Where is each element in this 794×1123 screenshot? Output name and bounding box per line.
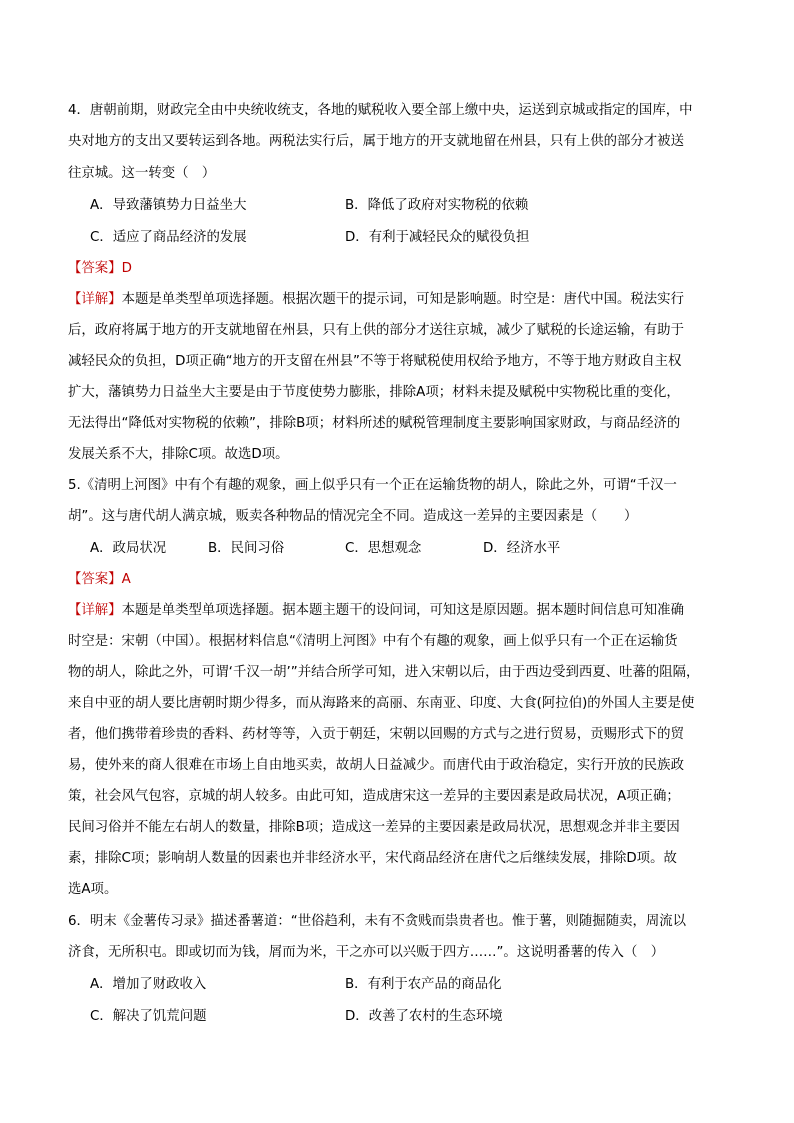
question-5-explain-line-4: 来自中亚的胡人要比唐朝时期少得多，而从海路来的高丽、东南亚、印度、大食(阿拉伯)的外国人主要是使 — [68, 696, 695, 711]
question-4-explain-line-1 — [68, 290, 728, 310]
question-5-option-a[interactable]: A．政局状况 — [90, 541, 167, 556]
question-6-option-d[interactable]: D．改善了农村的生态环境 — [345, 1009, 503, 1024]
question-4-explain-line-6: 发展关系不大，排除C项。故选D项。 — [68, 447, 289, 462]
question-5-explain-line-5: 者，他们携带着珍贵的香料、药材等等，入贡于朝廷，宋朝以回赐的方式与之进行贸易，贡赐形式下的贸 — [68, 727, 684, 742]
question-5-explain-line-8: 民间习俗并不能左右胡人的数量，排除B项；造成这一差异的主要因素是政局状况，思想观念并非主要因 — [68, 820, 680, 835]
question-5-explain-line-1 — [68, 601, 728, 621]
question-4-option-d[interactable]: D．有利于减轻民众的赋役负担 — [345, 230, 530, 245]
question-4-explain-line-4: 扩大，藩镇势力日益坐大主要是由于节度使势力膨胀，排除A项；材料未提及赋税中实物税比重的变化， — [68, 385, 680, 400]
question-5-line-1: 5.《清明上河图》中有个有趣的观象，画上似乎只有一个正在运输货物的胡人，除此之外，可谓“千汉一 — [68, 478, 677, 493]
question-6-option-b[interactable]: B．有利于农产品的商品化 — [345, 977, 502, 992]
explain-text: 本题是单类型单项选择题。据本题主题干的设问词，可知这是原因题。据本题时间信息可知准确 — [121, 603, 684, 618]
question-4-option-c[interactable]: C．适应了商品经济的发展 — [90, 230, 247, 245]
question-4-line-1: 4．唐朝前期，财政完全由中央统收统支，各地的赋税收入要全部上缴中央，运送到京城或指定的国库，中 — [68, 103, 693, 118]
question-4-line-2: 央对地方的支出又要转运到各地。两税法实行后，属于地方的开支就地留在州县，只有上供的部分才被送 — [68, 134, 684, 149]
question-4-answer — [68, 259, 728, 279]
question-6-option-a[interactable]: A．增加了财政收入 — [90, 977, 207, 992]
question-4-explain-line-2: 后，政府将属于地方的开支就地留在州县，只有上供的部分才送往京城，减少了赋税的长途运输，有助于 — [68, 323, 684, 338]
answer-letter: A — [121, 572, 131, 587]
question-5-line-2: 胡”。这与唐代胡人满京城，贩卖各种物品的情况完全不同。造成这一差异的主要因素是（ ） — [68, 509, 638, 524]
question-5-explain-line-7: 策，社会风气包容，京城的胡人较多。由此可知，造成唐宋这一差异的主要因素是政局状况，A项正确； — [68, 789, 680, 804]
question-5-option-d[interactable]: D．经济水平 — [483, 541, 561, 556]
question-5-option-b[interactable]: B．民间习俗 — [208, 541, 285, 556]
question-6-line-1: 6．明末《金薯传习录》描述番薯道：“世俗趋利，未有不贪贱而祟贵者也。惟于薯，则随掘随卖，周流以 — [68, 914, 687, 929]
explain-tag: 【详解】 — [68, 603, 122, 618]
question-5-explain-line-10: 选A项。 — [68, 882, 118, 897]
question-6-option-c[interactable]: C．解决了饥荒问题 — [90, 1009, 207, 1024]
explain-text: 本题是单类型单项选择题。根据次题干的提示词，可知是影响题。时空是：唐代中国。税法实行 — [121, 292, 684, 307]
question-4-option-a[interactable]: A．导致藩镇势力日益坐大 — [90, 198, 247, 213]
question-5-answer — [68, 570, 728, 590]
answer-tag: 【答案】 — [68, 572, 122, 587]
question-4-option-b[interactable]: B．降低了政府对实物税的依赖 — [345, 198, 529, 213]
question-5-explain-line-3: 物的胡人，除此之外，可谓‘千汉一胡’”并结合所学可知，进入宋朝以后，由于西边受到西夏、吐蕃的阻隔， — [68, 665, 700, 680]
question-5-option-c[interactable]: C．思想观念 — [345, 541, 422, 556]
question-4-line-3: 往京城。这一转变（ ） — [68, 166, 216, 181]
answer-letter: D — [121, 261, 132, 276]
question-5-explain-line-9: 素，排除C项；影响胡人数量的因素也并非经济水平，宋代商品经济在唐代之后继续发展，排除D项。故 — [68, 851, 677, 866]
answer-tag: 【答案】 — [68, 261, 122, 276]
question-6-line-2: 济食，无所积屯。即或切而为钱，屑而为米，干之亦可以兴贩于四方……”。这说明番薯的传入（ ） — [68, 945, 665, 960]
explain-tag: 【详解】 — [68, 292, 122, 307]
question-5-explain-line-2: 时空是：宋朝（中国）。根据材料信息“《清明上河图》中有个有趣的观象，画上似乎只有一个正在运输货 — [68, 634, 678, 649]
question-4-explain-line-3: 减轻民众的负担，D项正确“地方的开支留在州县”不等于将赋税使用权给予地方，不等于地方财政自主权 — [68, 354, 682, 369]
question-4-explain-line-5: 无法得出“降低对实物税的依赖”，排除B项；材料所述的赋税管理制度主要影响国家财政，与商品经济的 — [68, 416, 681, 431]
question-5-explain-line-6: 易，使外来的商人很难在市场上自由地买卖，故胡人日益减少。而唐代由于政治稳定，实行开放的民族政 — [68, 758, 684, 773]
